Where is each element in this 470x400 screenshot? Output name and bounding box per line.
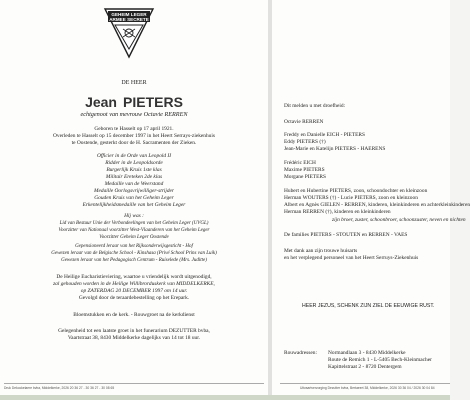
title-de-heer: DE HEER xyxy=(121,80,147,86)
function-item: Voorzitter Geheim Leger Oostende xyxy=(99,235,169,240)
honour-item: Militair Ereteken 2de klas xyxy=(105,174,163,180)
address-label: Rouwadressen: xyxy=(284,350,317,356)
funeral-line: op ZATERDAG 20 DECEMBER 1997 om 14 uur. xyxy=(80,288,188,294)
intro-line: Dit melden u met droefheid: xyxy=(284,103,346,109)
function-item: Lid van Bestuur Unie der Verbondeelingen van het Geheim Leger (UVGL) xyxy=(59,221,209,226)
honour-item: Medaille van de Weerstand xyxy=(104,181,164,187)
honour-item: Erkentelijkheidsmedaille van het Geheim Leger xyxy=(82,202,186,208)
family-item: Herman WOUTERS (†) - Lucie PIETERS, zoon en kleinzoon xyxy=(284,195,418,201)
visit-line: Vaartstraat 38, 8430 Middelkerke dagelijks van 14 tot 18 uur. xyxy=(67,335,201,341)
emblem-line-2: ARMEE SECRETE xyxy=(109,17,149,22)
visit-line: Gelegenheid tot een laatste groet in het funerarium DEZUTTER bvba, xyxy=(58,328,210,334)
spouse-line: echtgenoot van mevrouw Octavie RERREN xyxy=(80,111,188,118)
offering-line: Bloemstukken en de kerk. - Rouwgroet na de kerkdienst xyxy=(73,312,195,318)
bottom-strip xyxy=(0,395,450,400)
family-item: Octavie RERREN xyxy=(284,119,324,125)
thanks-line-1: Met dank aan zijn trouwe huisarts xyxy=(284,248,358,254)
family-item: Frédéric EICH xyxy=(284,160,316,166)
funeral-line: Gevolgd door de teraardebestelling op het Erepark. xyxy=(78,295,190,301)
death-line-2: te Oostende, gesterkt door de H. Sacramenten der Zieken. xyxy=(71,140,197,146)
birth-line: Geboren te Hasselt op 17 april 1921. xyxy=(94,126,174,132)
family-item: Hubert en Hubertine PIETERS, zoon, schoondochter en kleinzoon xyxy=(284,188,428,194)
family-item: Eddy PIETERS (†) xyxy=(284,139,326,145)
family-item: Freddy en Danielle EICH - PIETERS xyxy=(284,132,365,138)
undertaker-footer: Uitvaartverzorging Dezutter bvba, Bertaeert 38, Middelkerke, 2026 30 36 04 / 2026 30 04 84 xyxy=(300,386,435,390)
address-item: Normandlaan 3 - 8430 Middelkerke xyxy=(328,350,406,356)
family-item: Jean-Marie en Katelijn PIETERS - HAERENS xyxy=(284,146,386,152)
honour-item: Ridder in de Leopoldsorde xyxy=(105,160,163,166)
function-item: Gepensioneerd leraar van het Rijksonderwijsgesticht - Hof xyxy=(75,244,193,249)
honour-item: Burgerlijk Kruis 1ste klas xyxy=(106,167,162,173)
emblem-line-1: GEHEIM LEGER xyxy=(111,12,147,17)
footer-rule xyxy=(4,383,264,384)
footer-rule xyxy=(280,383,450,384)
family-item: Morgane PIETERS xyxy=(284,174,326,180)
functions-heading: Hij was : xyxy=(124,213,144,219)
prayer-line: HEER JEZUS, SCHENK ZIJN ZIEL DE EEUWIGE RUST. xyxy=(302,303,435,309)
thanks-line-2: en het verplegend personeel van het Heert Serruys-Ziekenhuis xyxy=(284,255,419,261)
deceased-name: Jean PIETERS xyxy=(85,94,183,110)
address-item: Kapittelstraat 2 - 8720 Dentergem xyxy=(328,364,402,370)
funeral-line: De Heilige Eucharistieviering, waartoe u vriendelijk wordt uitgenodigd, xyxy=(56,274,212,280)
family-item: zijn broer, zuster, schoonbroer, schoonzuster, neven en nichten xyxy=(332,217,466,223)
function-item: Gewezen leraar van de Belgische School - Kinshasa (Privé School Prins van Luik) xyxy=(51,251,217,256)
address-item: Route de Remich 1 - L-5405 Bech-Kleinmacher xyxy=(328,357,432,363)
funeral-line: zal gehouden worden in de Heilige Willibrorduskerk van MIDDELKERKE, xyxy=(53,281,215,287)
honour-item: Medaille Oorlogsvrijwilliger-strijder xyxy=(94,188,174,194)
right-page xyxy=(272,0,470,395)
honour-item: Gouden Kruis van het Geheim Leger xyxy=(94,195,174,201)
death-line-1: Overleden te Hasselt op 15 december 1997 in het Heert Serrays-ziekenhuis xyxy=(53,133,215,139)
function-item: Voorzitter van Nationaal voorzitter West-Vlaanderen van het Geheim Leger xyxy=(58,228,210,233)
honour-item: Officier in de Orde van Leopold II xyxy=(96,153,172,159)
family-item: Albert en Agnès GIELEN - RERREN, kinderen, kleinkinderen en achterkleinkinderen xyxy=(284,202,470,208)
family-item: Maxime PIETERS xyxy=(284,167,325,173)
families-line: De families PIETERS - STOUTEN en RERREN - VAES xyxy=(284,232,408,238)
function-item: Gewezen leraar van het Pedagogisch Centrum - Ruiselede (Mrs. Juditte) xyxy=(61,258,207,263)
family-item: Herman RERREN (†), kinderen en kleinkinderen xyxy=(284,209,391,215)
secret-army-emblem xyxy=(101,6,157,60)
printer-footer: Druk Dekockelaere bvba, Middelkerke, 2026 20 36 27 - 30 36 27 - 30 08 65 xyxy=(4,386,115,390)
